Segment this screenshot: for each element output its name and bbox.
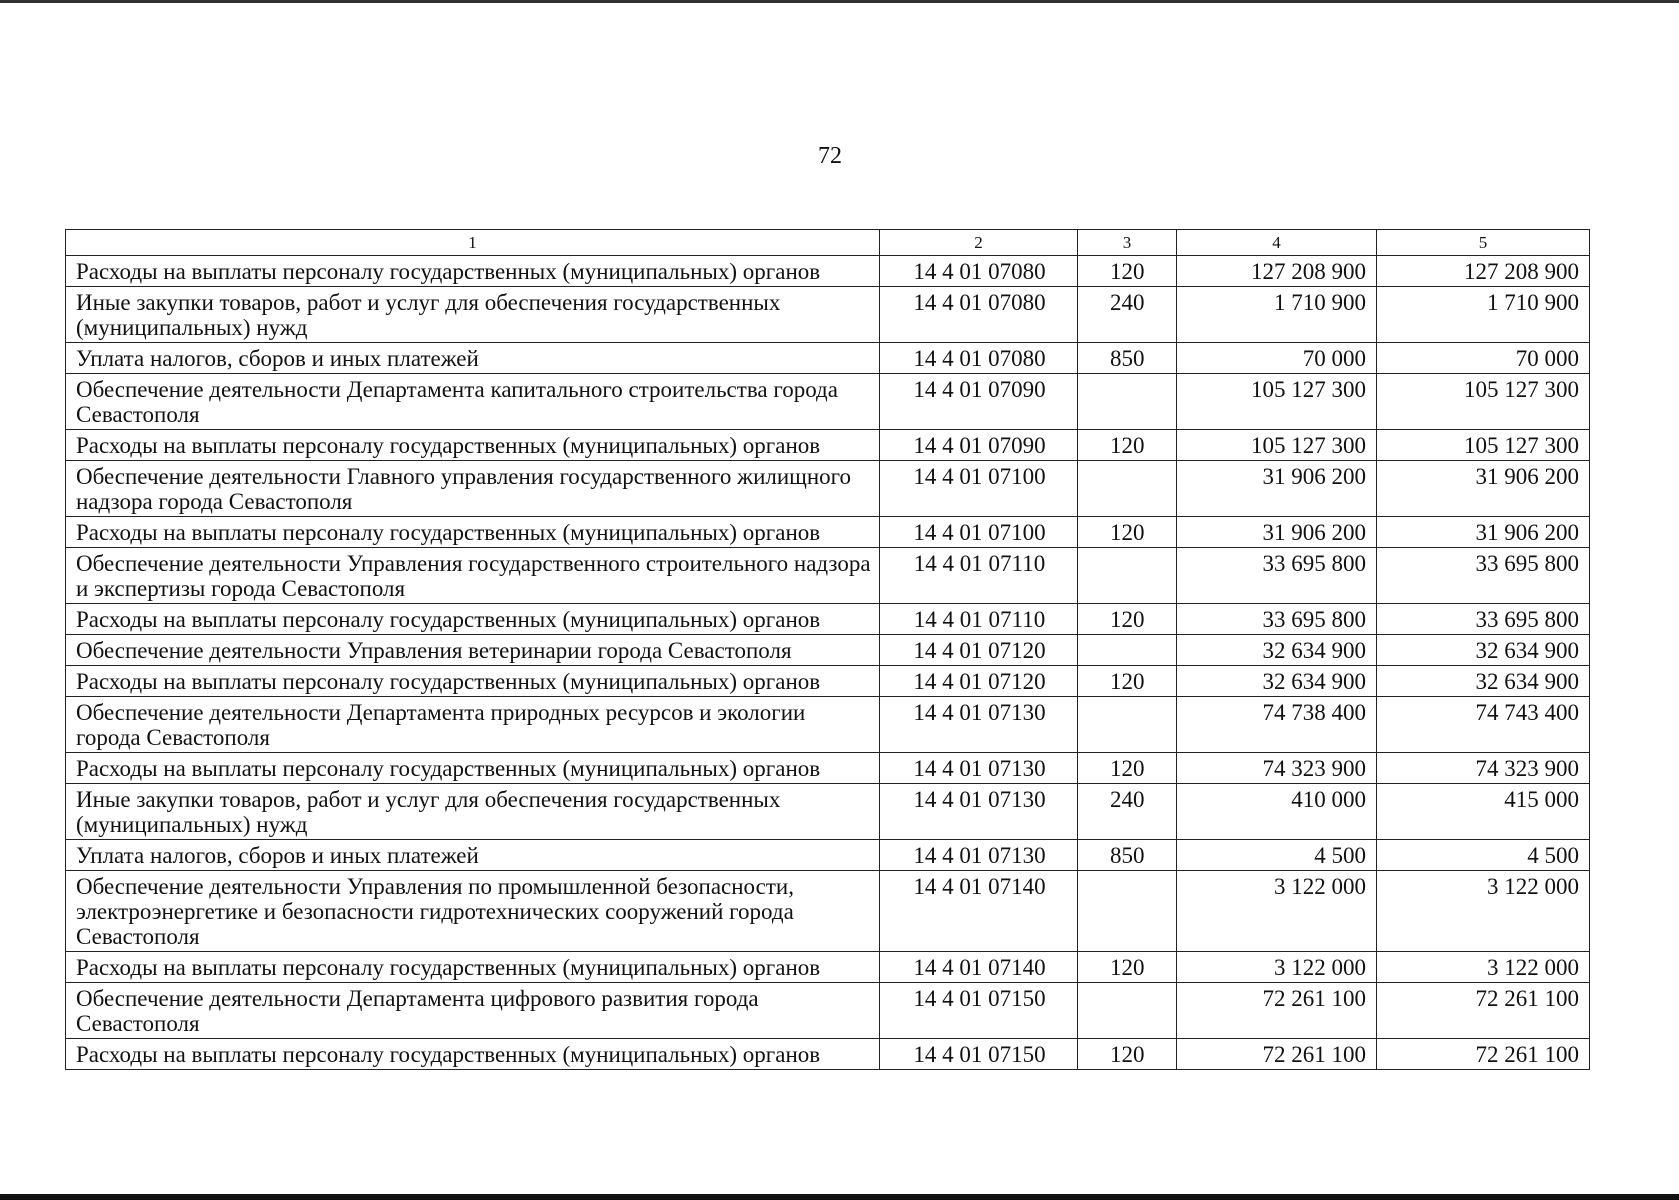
row-value-col5-cell: 32 634 900 — [1377, 666, 1590, 697]
row-code-cell: 14 4 01 07080 — [880, 256, 1078, 287]
table-row — [66, 256, 1590, 287]
row-name-cell: Обеспечение деятельности Управления государственного строительного надзора и экспертизы города Севастополя — [66, 548, 880, 604]
table-row — [66, 461, 1590, 517]
row-name-cell: Обеспечение деятельности Департамента природных ресурсов и экологии города Севастополя — [66, 697, 880, 753]
row-name-cell: Обеспечение деятельности Управления по промышленной безопасности, электроэнергетике и безопасности гидротехнических сооружений города Севастополя — [66, 871, 880, 952]
header-cell-1: 1 — [66, 230, 880, 256]
row-type-cell: 120 — [1078, 604, 1177, 635]
row-value-col5-cell: 105 127 300 — [1377, 374, 1590, 430]
row-value-col4-cell: 127 208 900 — [1177, 256, 1377, 287]
budget-table-container — [65, 229, 1589, 1070]
row-value-col4-cell: 33 695 800 — [1177, 604, 1377, 635]
row-code-cell: 14 4 01 07150 — [880, 1039, 1078, 1070]
row-value-col4-cell: 31 906 200 — [1177, 461, 1377, 517]
row-value-col5-cell: 31 906 200 — [1377, 517, 1590, 548]
table-row — [66, 548, 1590, 604]
table-row — [66, 952, 1590, 983]
header-cell-5: 5 — [1377, 230, 1590, 256]
row-type-cell — [1078, 635, 1177, 666]
row-value-col4-cell: 72 261 100 — [1177, 983, 1377, 1039]
row-type-cell: 240 — [1078, 287, 1177, 343]
table-row — [66, 374, 1590, 430]
row-name-cell: Обеспечение деятельности Департамента цифрового развития города Севастополя — [66, 983, 880, 1039]
row-value-col5-cell: 3 122 000 — [1377, 871, 1590, 952]
table-row — [66, 753, 1590, 784]
row-code-cell: 14 4 01 07140 — [880, 952, 1078, 983]
row-value-col5-cell: 105 127 300 — [1377, 430, 1590, 461]
table-row — [66, 697, 1590, 753]
table-row — [66, 666, 1590, 697]
row-code-cell: 14 4 01 07150 — [880, 983, 1078, 1039]
row-value-col5-cell: 74 743 400 — [1377, 697, 1590, 753]
row-type-cell — [1078, 983, 1177, 1039]
header-cell-4: 4 — [1177, 230, 1377, 256]
row-value-col4-cell: 72 261 100 — [1177, 1039, 1377, 1070]
row-type-cell: 120 — [1078, 753, 1177, 784]
row-value-col4-cell: 33 695 800 — [1177, 548, 1377, 604]
row-type-cell: 120 — [1078, 430, 1177, 461]
row-name-cell: Расходы на выплаты персоналу государственных (муниципальных) органов — [66, 604, 880, 635]
row-value-col5-cell: 4 500 — [1377, 840, 1590, 871]
row-name-cell: Уплата налогов, сборов и иных платежей — [66, 840, 880, 871]
row-name-cell: Обеспечение деятельности Главного управления государственного жилищного надзора города Севастополя — [66, 461, 880, 517]
row-code-cell: 14 4 01 07090 — [880, 430, 1078, 461]
row-type-cell: 120 — [1078, 1039, 1177, 1070]
row-value-col4-cell: 32 634 900 — [1177, 666, 1377, 697]
row-value-col5-cell: 33 695 800 — [1377, 548, 1590, 604]
row-value-col5-cell: 33 695 800 — [1377, 604, 1590, 635]
budget-table — [65, 229, 1590, 1070]
row-name-cell: Расходы на выплаты персоналу государственных (муниципальных) органов — [66, 753, 880, 784]
bottom-scan-border — [0, 1194, 1679, 1200]
row-code-cell: 14 4 01 07140 — [880, 871, 1078, 952]
row-name-cell: Обеспечение деятельности Департамента капитального строительства города Севастополя — [66, 374, 880, 430]
row-code-cell: 14 4 01 07080 — [880, 343, 1078, 374]
row-value-col5-cell: 72 261 100 — [1377, 983, 1590, 1039]
row-value-col4-cell: 74 323 900 — [1177, 753, 1377, 784]
row-value-col4-cell: 31 906 200 — [1177, 517, 1377, 548]
budget-table-body — [66, 230, 1590, 1070]
row-value-col4-cell: 74 738 400 — [1177, 697, 1377, 753]
row-value-col5-cell: 32 634 900 — [1377, 635, 1590, 666]
table-row — [66, 871, 1590, 952]
row-code-cell: 14 4 01 07130 — [880, 840, 1078, 871]
row-code-cell: 14 4 01 07100 — [880, 517, 1078, 548]
table-row — [66, 287, 1590, 343]
row-value-col4-cell: 105 127 300 — [1177, 430, 1377, 461]
row-type-cell — [1078, 697, 1177, 753]
row-name-cell: Уплата налогов, сборов и иных платежей — [66, 343, 880, 374]
row-type-cell: 240 — [1078, 784, 1177, 840]
row-value-col4-cell: 70 000 — [1177, 343, 1377, 374]
row-code-cell: 14 4 01 07110 — [880, 604, 1078, 635]
row-type-cell: 120 — [1078, 517, 1177, 548]
row-value-col5-cell: 72 261 100 — [1377, 1039, 1590, 1070]
row-name-cell: Обеспечение деятельности Управления ветеринарии города Севастополя — [66, 635, 880, 666]
row-type-cell — [1078, 374, 1177, 430]
row-code-cell: 14 4 01 07090 — [880, 374, 1078, 430]
table-row — [66, 517, 1590, 548]
row-type-cell: 850 — [1078, 840, 1177, 871]
row-value-col5-cell: 70 000 — [1377, 343, 1590, 374]
row-value-col4-cell: 3 122 000 — [1177, 952, 1377, 983]
row-value-col5-cell: 415 000 — [1377, 784, 1590, 840]
row-name-cell: Иные закупки товаров, работ и услуг для обеспечения государственных (муниципальных) нужд — [66, 784, 880, 840]
row-code-cell: 14 4 01 07130 — [880, 753, 1078, 784]
row-code-cell: 14 4 01 07120 — [880, 666, 1078, 697]
row-name-cell: Расходы на выплаты персоналу государственных (муниципальных) органов — [66, 952, 880, 983]
row-code-cell: 14 4 01 07080 — [880, 287, 1078, 343]
row-name-cell: Расходы на выплаты персоналу государственных (муниципальных) органов — [66, 517, 880, 548]
page-number: 72 — [818, 143, 842, 169]
header-cell-3: 3 — [1078, 230, 1177, 256]
table-row — [66, 430, 1590, 461]
table-row — [66, 635, 1590, 666]
table-row — [66, 784, 1590, 840]
row-name-cell: Иные закупки товаров, работ и услуг для обеспечения государственных (муниципальных) нужд — [66, 287, 880, 343]
row-value-col5-cell: 1 710 900 — [1377, 287, 1590, 343]
row-type-cell — [1078, 461, 1177, 517]
row-name-cell: Расходы на выплаты персоналу государственных (муниципальных) органов — [66, 430, 880, 461]
row-type-cell: 120 — [1078, 952, 1177, 983]
table-row — [66, 604, 1590, 635]
row-code-cell: 14 4 01 07100 — [880, 461, 1078, 517]
row-name-cell: Расходы на выплаты персоналу государственных (муниципальных) органов — [66, 256, 880, 287]
row-name-cell: Расходы на выплаты персоналу государственных (муниципальных) органов — [66, 666, 880, 697]
row-type-cell: 850 — [1078, 343, 1177, 374]
row-name-cell: Расходы на выплаты персоналу государственных (муниципальных) органов — [66, 1039, 880, 1070]
row-value-col5-cell: 74 323 900 — [1377, 753, 1590, 784]
row-value-col5-cell: 127 208 900 — [1377, 256, 1590, 287]
table-row — [66, 1039, 1590, 1070]
top-scan-border — [0, 0, 1679, 3]
row-value-col5-cell: 31 906 200 — [1377, 461, 1590, 517]
row-type-cell: 120 — [1078, 666, 1177, 697]
header-cell-2: 2 — [880, 230, 1078, 256]
table-row — [66, 983, 1590, 1039]
table-row — [66, 840, 1590, 871]
row-type-cell — [1078, 548, 1177, 604]
table-row — [66, 343, 1590, 374]
row-value-col4-cell: 410 000 — [1177, 784, 1377, 840]
row-value-col4-cell: 4 500 — [1177, 840, 1377, 871]
table-header-row — [66, 230, 1590, 256]
row-type-cell — [1078, 871, 1177, 952]
row-type-cell: 120 — [1078, 256, 1177, 287]
row-value-col4-cell: 32 634 900 — [1177, 635, 1377, 666]
row-code-cell: 14 4 01 07130 — [880, 784, 1078, 840]
row-code-cell: 14 4 01 07120 — [880, 635, 1078, 666]
row-value-col4-cell: 1 710 900 — [1177, 287, 1377, 343]
row-value-col4-cell: 105 127 300 — [1177, 374, 1377, 430]
row-value-col5-cell: 3 122 000 — [1377, 952, 1590, 983]
row-value-col4-cell: 3 122 000 — [1177, 871, 1377, 952]
row-code-cell: 14 4 01 07110 — [880, 548, 1078, 604]
row-code-cell: 14 4 01 07130 — [880, 697, 1078, 753]
